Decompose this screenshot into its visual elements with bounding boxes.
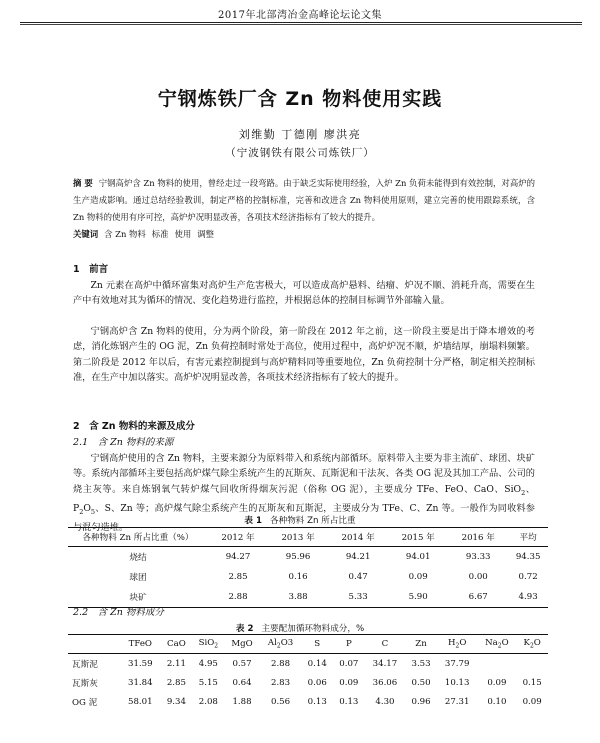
table-cell: 31.84 (128, 677, 153, 688)
table-cell: 4.30 (375, 696, 395, 707)
table1-caption: 表 1 各种物料 Zn 所占比重 (244, 516, 356, 526)
table-cell: 4.95 (198, 658, 218, 669)
table-cell: 94.27 (225, 552, 251, 562)
subsection-heading-2-2: 2.2 含 Zn 物料成分 (73, 607, 164, 618)
table-header-cell: CaO (161, 635, 193, 654)
table-cell: 0.09 (408, 572, 428, 582)
abstract-text: 宁钢高炉含 Zn 物料的使用，曾经走过一段弯路。由于缺乏实际使用经验，入炉 Zn 负荷未能得到有效控制，对高炉的生产造成影响。通过总结经验教训，制定严格的控制标准，完善和改进含 Zn 物料使用原则，建立完善的使用跟踪系统，含 Zn 物料的使用有序可控，高炉炉况明显改善，各项技术经济指标有了较大的提升。 (73, 178, 536, 222)
table-cell: 3.53 (411, 658, 431, 669)
table-header-cell: 2015 年 (388, 528, 448, 547)
table-cell (516, 654, 548, 674)
table-cell: 0.00 (468, 572, 488, 582)
table-header-cell: P (333, 635, 365, 654)
table-header-cell: 平均 (508, 528, 548, 547)
table-cell: 9.34 (166, 696, 186, 707)
table-header-cell: 2014 年 (328, 528, 388, 547)
table-cell: 0.09 (522, 696, 542, 707)
table-cell: 0.10 (487, 696, 507, 707)
table-cell: 2.85 (166, 677, 186, 688)
affiliation: （宁波钢铁有限公司炼铁厂） (225, 147, 375, 159)
table-header-cell: 2013 年 (268, 528, 328, 547)
table-cell: 0.56 (270, 696, 291, 707)
table-header-cell: $K_2O$ (516, 635, 548, 654)
table-header-cell: 2016 年 (448, 528, 508, 547)
paragraph-intro-1: Zn 元素在高炉中循环富集对高炉生产危害极大，可以造成高炉悬料、结瘤、炉况不顺、消耗升高，需要在生产中有效地对其为循环的情况、变化趋势进行监控，并根据总体的控制目标调节外部输入量。 (73, 280, 535, 307)
table-zn-proportion (68, 527, 548, 608)
authors: 刘维勤 丁德刚 廖洪亮 (238, 128, 362, 141)
table-cell: 1.88 (232, 696, 252, 707)
table-header-cell (68, 635, 120, 654)
keyword: 使用 (174, 229, 192, 239)
table-cell: 烧结 (129, 553, 147, 563)
keyword: 标准 (151, 229, 169, 239)
keyword: 调整 (197, 229, 215, 239)
table-cell: 2.85 (228, 572, 248, 582)
subsection-heading-2-1: 2.1 含 Zn 物料的来源 (73, 437, 174, 448)
table-cell: 95.96 (285, 552, 311, 562)
table-cell: 36.06 (372, 677, 398, 688)
table-header-cell: Zn (405, 635, 437, 654)
table-cell: 球团 (129, 573, 147, 583)
table-row (68, 692, 548, 711)
abstract (73, 175, 535, 226)
table-cell: 0.13 (339, 696, 359, 707)
table-cell: 3.88 (268, 587, 328, 608)
table-cell: 0.47 (348, 572, 368, 582)
section-heading-1: 1 前言 (73, 264, 109, 275)
table-header-row (68, 528, 548, 547)
table-cell: 6.67 (448, 587, 508, 608)
table-cell: 2.11 (166, 658, 186, 669)
keywords (73, 227, 535, 241)
table-header-row (68, 635, 548, 654)
table-cell: 4.93 (508, 587, 548, 608)
table-header-cell: 各种物料 Zn 所占比重（%） (68, 528, 208, 547)
table-cell: 0.09 (487, 677, 507, 688)
table-header-cell: SiO$_2$ (192, 635, 224, 654)
table-header-cell: MgO (224, 635, 259, 654)
table-cell: 0.15 (522, 677, 542, 688)
table-cell: 10.13 (444, 677, 470, 688)
table-cell: 94.35 (515, 552, 541, 562)
table-row (68, 654, 548, 674)
table-row (68, 673, 548, 692)
table-cell: 0.06 (307, 677, 327, 688)
table-cell: 0.07 (339, 658, 359, 669)
table-header-cell: TFeO (120, 635, 161, 654)
table-header-cell: 2012 年 (208, 528, 268, 547)
table-row (68, 547, 548, 568)
table-cell (477, 654, 516, 674)
table-cell: 93.33 (465, 552, 491, 562)
table-cell: 31.59 (128, 658, 153, 669)
table-cell: 5.90 (388, 587, 448, 608)
abstract-label: 摘 要 (73, 178, 93, 188)
header-rule (20, 22, 582, 23)
table-header-cell: $Al_2O3$ (260, 635, 302, 654)
table-cell: 2.83 (270, 677, 291, 688)
table-cell: 0.13 (307, 696, 327, 707)
table-cell: 0.16 (288, 572, 308, 582)
table-header-cell: $H_2O$ (437, 635, 478, 654)
table-header-cell: S (301, 635, 333, 654)
table-cell: 块矿 (68, 587, 208, 608)
table-recycled-material-composition (68, 634, 548, 711)
table-cell: 0.50 (411, 677, 431, 688)
table-cell: 34.17 (372, 658, 398, 669)
table-cell: 0.14 (307, 658, 327, 669)
table-cell: 37.79 (444, 658, 470, 669)
table-cell: 2.88 (208, 587, 268, 608)
header-rule-thin (20, 24, 582, 25)
table-header-cell: C (365, 635, 406, 654)
table-cell: 27.31 (444, 696, 470, 707)
table-cell: 0.64 (232, 677, 252, 688)
table2-caption: 表 2 主要配加循环物料成分，% (235, 624, 365, 634)
table-cell: 5.33 (328, 587, 388, 608)
paragraph-sources: 宁钢高炉使用的含 Zn 物料，主要来源分为原料带入和系统内部循环。原料带入主要为非主流矿、球团、块矿等。系统内部循环主要包括高炉煤气除尘系统产生的瓦斯灰、瓦斯泥和干法灰、各类 OG 泥及其加工产品、公司的烧主灰等。来自炼钢氧气转炉煤气回收所得烟灰污泥（俗称 OG 泥），主要成分 TFe、FeO、CaO、SiO$_2$、$P_2O_5$、S、Zn 等；高炉煤气除尘系统产生的瓦斯灰和瓦斯泥，主要成分为 TFe、C、Zn 等。一般作为同收料参与混匀造堆。 (73, 453, 535, 533)
table-cell: 0.72 (518, 572, 538, 582)
table-cell: 2.08 (198, 696, 218, 707)
section-heading-2: 2 含 Zn 物料的来源及成分 (73, 421, 195, 432)
table-row (68, 567, 548, 587)
keyword: 含 Zn 物料 (104, 229, 146, 239)
table-cell: 瓦斯灰 (72, 678, 98, 689)
running-header: 2017年北部湾冶金高峰论坛论文集 (218, 10, 382, 21)
table-cell: 0.57 (232, 658, 252, 669)
keywords-label: 关键词 (73, 229, 99, 239)
table-cell: OG 泥 (72, 697, 98, 708)
table-cell: 5.15 (198, 677, 218, 688)
table-header-cell: $Na_2O$ (477, 635, 516, 654)
table-cell: 2.88 (270, 658, 291, 669)
table-cell: 94.21 (345, 552, 371, 562)
table-cell: 94.01 (405, 552, 431, 562)
paragraph-intro-2: 宁钢高炉含 Zn 物料的使用，分为两个阶段，第一阶段在 2012 年之前，这一阶段主要是出于降本增效的考虑，消化炼钢产生的 OG 泥，Zn 负荷控制时常处于高位，使用过程中，高炉炉况不顺，炉墙结厚，崩塌料频繁。第二阶段是 2012 年以后，有害元素控制提到与高炉精料同等重要地位，Zn 负荷控制十分严格，制定相关控制标准，在生产中加以落实。高炉炉况明显改善，各项技术经济指标有了较大的提升。 (73, 326, 535, 383)
paper-title: 宁钢炼铁厂含 Zn 物料使用实践 (157, 88, 443, 110)
table-cell: 瓦斯泥 (72, 659, 98, 670)
table-cell: 0.96 (411, 696, 431, 707)
table-cell: 58.01 (128, 696, 153, 707)
table-cell: 0.09 (339, 677, 359, 688)
